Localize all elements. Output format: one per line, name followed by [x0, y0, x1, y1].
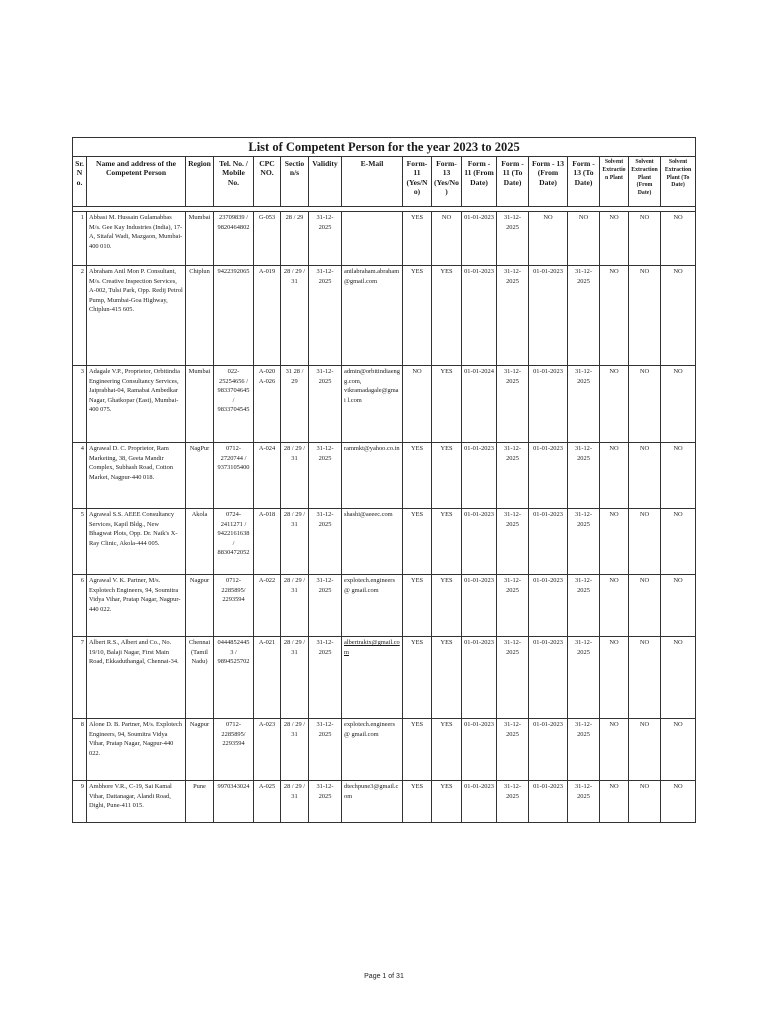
table-cell-tel: 0724-2411271 / 9422161638 / 8830472052 — [214, 509, 254, 575]
table-cell-email: explotech.engineers@ gmail.com — [342, 575, 403, 637]
header-sep: Solvent Extraction Plant — [600, 157, 629, 207]
table-cell-form11-to: 31-12-2025 — [497, 637, 529, 719]
table-cell-email: admin@orbitindiaeng g.com, vikramadagale@gmai l.com — [342, 366, 403, 443]
table-cell-sep-to: NO — [661, 266, 696, 366]
table-cell-email: dtechpune3@gmail.c om — [342, 781, 403, 823]
table-cell-form11-to: 31-12-2025 — [497, 366, 529, 443]
table-cell-section: 28 / 29 / 31 — [281, 509, 309, 575]
table-row — [73, 266, 696, 366]
table-title: List of Competent Person for the year 2023 to 2025 — [73, 138, 696, 157]
table-cell-form13: YES — [432, 266, 462, 366]
table-cell-form13-from: 01-01-2023 — [529, 719, 568, 781]
table-cell-form13-to: 31-12-2025 — [568, 575, 600, 637]
header-row — [73, 157, 696, 207]
table-cell-section: 28 / 29 / 31 — [281, 266, 309, 366]
table-cell-sr: 3 — [73, 366, 87, 443]
table-cell-form13-to: 31-12-2025 — [568, 719, 600, 781]
header-sep-from: Solvent Extraction Plant (From Date) — [629, 157, 661, 207]
table-cell-form13-to: 31-12-2025 — [568, 266, 600, 366]
table-cell-region: Nagpur — [186, 575, 214, 637]
table-cell-sep-to: NO — [661, 781, 696, 823]
table-cell-sep-from: NO — [629, 366, 661, 443]
table-cell-form11-to: 31-12-2025 — [497, 266, 529, 366]
header-email: E-Mail — [342, 157, 403, 207]
table-cell-form13-to: 31-12-2025 — [568, 366, 600, 443]
table-cell-form13-from: 01-01-2023 — [529, 575, 568, 637]
table-cell-form11-to: 31-12-2025 — [497, 509, 529, 575]
header-form11-to: Form - 11 (To Date) — [497, 157, 529, 207]
table-cell-form13: YES — [432, 366, 462, 443]
table-cell-sep-to: NO — [661, 509, 696, 575]
table-cell-validity: 31-12-2025 — [309, 637, 342, 719]
header-form13-to: Form - 13 (To Date) — [568, 157, 600, 207]
table-cell-name: Albert R.S., Albert and Co., No. 19/10, Balaji Nagar, First Main Road, Ekkaduthangal, Chennai-34. — [87, 637, 186, 719]
table-cell-form13: YES — [432, 719, 462, 781]
table-cell-sep: NO — [600, 443, 629, 509]
table-cell-email: shashi@aeeec.com — [342, 509, 403, 575]
table-cell-name: Ambhore V.R., C-19, Sai Kamal Vihar, Dattanagar, Alandi Road, Dighi, Pune-411 015. — [87, 781, 186, 823]
header-section: Section/s — [281, 157, 309, 207]
table-cell-name: Alone D. B. Partner, M/s. Explotech Engineers, 94, Soumitra Vidya Vihar, Pratap Nagar, Nagpur-440 022. — [87, 719, 186, 781]
table-cell-cpc: A-024 — [254, 443, 281, 509]
table-cell-form11: YES — [403, 637, 432, 719]
table-cell-sep: NO — [600, 719, 629, 781]
table-cell-section: 28 / 29 / 31 — [281, 637, 309, 719]
table-row — [73, 719, 696, 781]
table-cell-form13-to: 31-12-2025 — [568, 509, 600, 575]
table-cell-form13: NO — [432, 212, 462, 266]
table-cell-sep-from: NO — [629, 781, 661, 823]
table-cell-sep-from: NO — [629, 719, 661, 781]
table-body — [73, 212, 696, 823]
table-row — [73, 366, 696, 443]
table-cell-validity: 31-12-2025 — [309, 212, 342, 266]
table-cell-name: Abraham Anil Mon P. Consultant, M/s. Creative Inspection Services, A-002, Tulsi Park, Opp. Redij Petrol Pump, Mumbai-Goa Highway, Chiplun-415 605. — [87, 266, 186, 366]
table-cell-form11: YES — [403, 443, 432, 509]
table-cell-region: NagPur — [186, 443, 214, 509]
table-cell-form13-from: 01-01-2023 — [529, 637, 568, 719]
table-cell-form11: YES — [403, 509, 432, 575]
table-cell-cpc: A-022 — [254, 575, 281, 637]
table-cell-region: Nagpur — [186, 719, 214, 781]
table-cell-validity: 31-12-2025 — [309, 781, 342, 823]
table-cell-section: 28 / 29 — [281, 212, 309, 266]
table-cell-sr: 6 — [73, 575, 87, 637]
header-form11-yn: Form-11 (Yes/No) — [403, 157, 432, 207]
table-cell-validity: 31-12-2025 — [309, 266, 342, 366]
table-cell-form11: YES — [403, 212, 432, 266]
table-cell-validity: 31-12-2025 — [309, 443, 342, 509]
header-cpc: CPC NO. — [254, 157, 281, 207]
table-cell-sep: NO — [600, 575, 629, 637]
table-cell-email — [342, 212, 403, 266]
table-cell-tel: 9970343024 — [214, 781, 254, 823]
table-cell-form11-from: 01-01-2024 — [462, 366, 497, 443]
header-tel: Tel. No. / Mobile No. — [214, 157, 254, 207]
table-cell-section: 28 / 29 / 31 — [281, 781, 309, 823]
table-cell-tel: 0712-2720744 / 9373105400 — [214, 443, 254, 509]
table-cell-form11-to: 31-12-2025 — [497, 443, 529, 509]
table-cell-form13: YES — [432, 443, 462, 509]
table-cell-sep: NO — [600, 781, 629, 823]
table-cell-sep-to: NO — [661, 719, 696, 781]
table-row — [73, 781, 696, 823]
table-cell-tel: 9422392065 — [214, 266, 254, 366]
table-cell-region: Akola — [186, 509, 214, 575]
table-cell-tel: 0712-2285895/ 2293594 — [214, 575, 254, 637]
table-cell-sep: NO — [600, 509, 629, 575]
table-cell-region: Chennai (Tamil Nadu) — [186, 637, 214, 719]
table-cell-validity: 31-12-2025 — [309, 509, 342, 575]
table-cell-form11-to: 31-12-2025 — [497, 212, 529, 266]
table-cell-sr: 5 — [73, 509, 87, 575]
table-cell-email: anilabraham.abraham @gmail.com — [342, 266, 403, 366]
table-cell-form11-from: 01-01-2023 — [462, 719, 497, 781]
table-cell-section: 31 28 / 29 — [281, 366, 309, 443]
table-cell-sep-to: NO — [661, 575, 696, 637]
table-cell-cpc: A-018 — [254, 509, 281, 575]
table-cell-form13: YES — [432, 637, 462, 719]
table-cell-sep-from: NO — [629, 575, 661, 637]
table-cell-cpc: A-023 — [254, 719, 281, 781]
table-cell-form13: YES — [432, 575, 462, 637]
table-cell-sr: 2 — [73, 266, 87, 366]
table-cell-sr: 4 — [73, 443, 87, 509]
header-region: Region — [186, 157, 214, 207]
header-name: Name and address of the Competent Person — [87, 157, 186, 207]
table-cell-form11-to: 31-12-2025 — [497, 719, 529, 781]
table-cell-cpc: A-020 A-026 — [254, 366, 281, 443]
table-cell-cpc: A-019 — [254, 266, 281, 366]
table-cell-sep-to: NO — [661, 212, 696, 266]
table-cell-sr: 7 — [73, 637, 87, 719]
table-cell-sep-to: NO — [661, 637, 696, 719]
table-cell-form11-from: 01-01-2023 — [462, 443, 497, 509]
table-cell-form11-from: 01-01-2023 — [462, 637, 497, 719]
table-cell-region: Mumbai — [186, 366, 214, 443]
table-cell-form13-to: 31-12-2025 — [568, 637, 600, 719]
table-cell-form13-to: NO — [568, 212, 600, 266]
table-cell-sep-from: NO — [629, 509, 661, 575]
table-cell-form11: NO — [403, 366, 432, 443]
table-cell-form11-from: 01-01-2023 — [462, 781, 497, 823]
table-cell-sep: NO — [600, 637, 629, 719]
table-cell-form13-to: 31-12-2025 — [568, 781, 600, 823]
table-cell-form13-to: 31-12-2025 — [568, 443, 600, 509]
table-cell-sr: 1 — [73, 212, 87, 266]
header-form13-from: Form - 13 (From Date) — [529, 157, 568, 207]
table-cell-name: Agrawal S.S. AEEE Consultancy Services, Kapil Bldg., New Bhagwat Plots, Opp. Dr. Naik's X-Ray Clinic, Akola-444 005. — [87, 509, 186, 575]
table-cell-cpc: A-021 — [254, 637, 281, 719]
header-validity: Validity — [309, 157, 342, 207]
table-cell-email[interactable]: albertraktx@gmail.co m — [342, 637, 403, 719]
header-sr-no: Sr. No. — [73, 157, 87, 207]
header-form13-yn: Form-13 (Yes/No) — [432, 157, 462, 207]
table-cell-validity: 31-12-2025 — [309, 366, 342, 443]
table-cell-region: Pune — [186, 781, 214, 823]
table-cell-form11: YES — [403, 266, 432, 366]
header-form11-from: Form - 11 (From Date) — [462, 157, 497, 207]
table-cell-sep-to: NO — [661, 443, 696, 509]
page-footer: Page 1 of 31 — [364, 973, 404, 980]
table-cell-name: Agrawal V. K. Partner, M/s. Explotech Engineers, 94, Soumitra Vidya Vihar, Pratap Nagar, Nagpur-440 022. — [87, 575, 186, 637]
table-cell-email: rammkt@yahoo.co.in — [342, 443, 403, 509]
table-cell-region: Mumbai — [186, 212, 214, 266]
table-cell-form13-from: 01-01-2023 — [529, 366, 568, 443]
table-cell-sep-from: NO — [629, 266, 661, 366]
table-cell-form11-to: 31-12-2025 — [497, 781, 529, 823]
table-cell-form13: YES — [432, 509, 462, 575]
table-cell-name: Abbasi M. Hussain Gulamabbas M/s. Gee Kay Industries (India), 17-A, Sitafal Wadi, Mazgaon, Mumbai-400 010. — [87, 212, 186, 266]
table-cell-form11-from: 01-01-2023 — [462, 509, 497, 575]
table-cell-sr: 8 — [73, 719, 87, 781]
table-cell-tel: 23709839 / 9820464802 — [214, 212, 254, 266]
table-cell-name: Adagale V.P., Proprietor, Orbitindia Engineering Consultancy Services, Jaiprabhat-04, Ramabai Ambedkar Nagar, Ghatkopar (East), Mumbai-400 075. — [87, 366, 186, 443]
table-cell-form13-from: 01-01-2023 — [529, 443, 568, 509]
table-cell-form13-from: 01-01-2023 — [529, 781, 568, 823]
table-cell-sep-from: NO — [629, 212, 661, 266]
table-cell-sep-from: NO — [629, 637, 661, 719]
table-cell-form13-from: NO — [529, 212, 568, 266]
table-cell-form11-from: 01-01-2023 — [462, 266, 497, 366]
table-row — [73, 443, 696, 509]
table-row — [73, 509, 696, 575]
table-cell-sep: NO — [600, 266, 629, 366]
table-row — [73, 637, 696, 719]
table-row — [73, 575, 696, 637]
table-cell-form13-from: 01-01-2023 — [529, 266, 568, 366]
table-cell-section: 28 / 29 / 31 — [281, 575, 309, 637]
table-cell-form11: YES — [403, 719, 432, 781]
table-cell-section: 28 / 29 / 31 — [281, 443, 309, 509]
table-cell-cpc: A-025 — [254, 781, 281, 823]
table-cell-form13: YES — [432, 781, 462, 823]
table-cell-tel: 0712-2285895/ 2293594 — [214, 719, 254, 781]
table-cell-validity: 31-12-2025 — [309, 719, 342, 781]
table-cell-name: Agrawal D. C. Proprietor, Ram Marketing, 38, Geeta Mandir Complex, Subhash Road, Cotton Market, Nagpur-440 018. — [87, 443, 186, 509]
competent-person-sheet — [72, 137, 695, 823]
table-cell-cpc: G-053 — [254, 212, 281, 266]
table-cell-sep: NO — [600, 212, 629, 266]
table-cell-region: Chiplun — [186, 266, 214, 366]
table-cell-sep-to: NO — [661, 366, 696, 443]
table-cell-section: 28 / 29 / 31 — [281, 719, 309, 781]
table-cell-tel: 022-25254656 / 9833704645 / 9833704545 — [214, 366, 254, 443]
table-cell-sep-from: NO — [629, 443, 661, 509]
competent-person-table — [72, 137, 696, 823]
header-sep-to: Solvent Extraction Plant (To Date) — [661, 157, 696, 207]
table-cell-validity: 31-12-2025 — [309, 575, 342, 637]
table-row — [73, 212, 696, 266]
table-cell-form11-from: 01-01-2023 — [462, 575, 497, 637]
table-cell-form11-from: 01-01-2023 — [462, 212, 497, 266]
table-cell-form13-from: 01-01-2023 — [529, 509, 568, 575]
table-cell-sep: NO — [600, 366, 629, 443]
table-cell-form11: YES — [403, 781, 432, 823]
table-cell-form11-to: 31-12-2025 — [497, 575, 529, 637]
table-cell-form11: YES — [403, 575, 432, 637]
table-cell-sr: 9 — [73, 781, 87, 823]
table-cell-tel: 04448524453 / 9894525702 — [214, 637, 254, 719]
table-cell-email: explotech.engineers@ gmail.com — [342, 719, 403, 781]
